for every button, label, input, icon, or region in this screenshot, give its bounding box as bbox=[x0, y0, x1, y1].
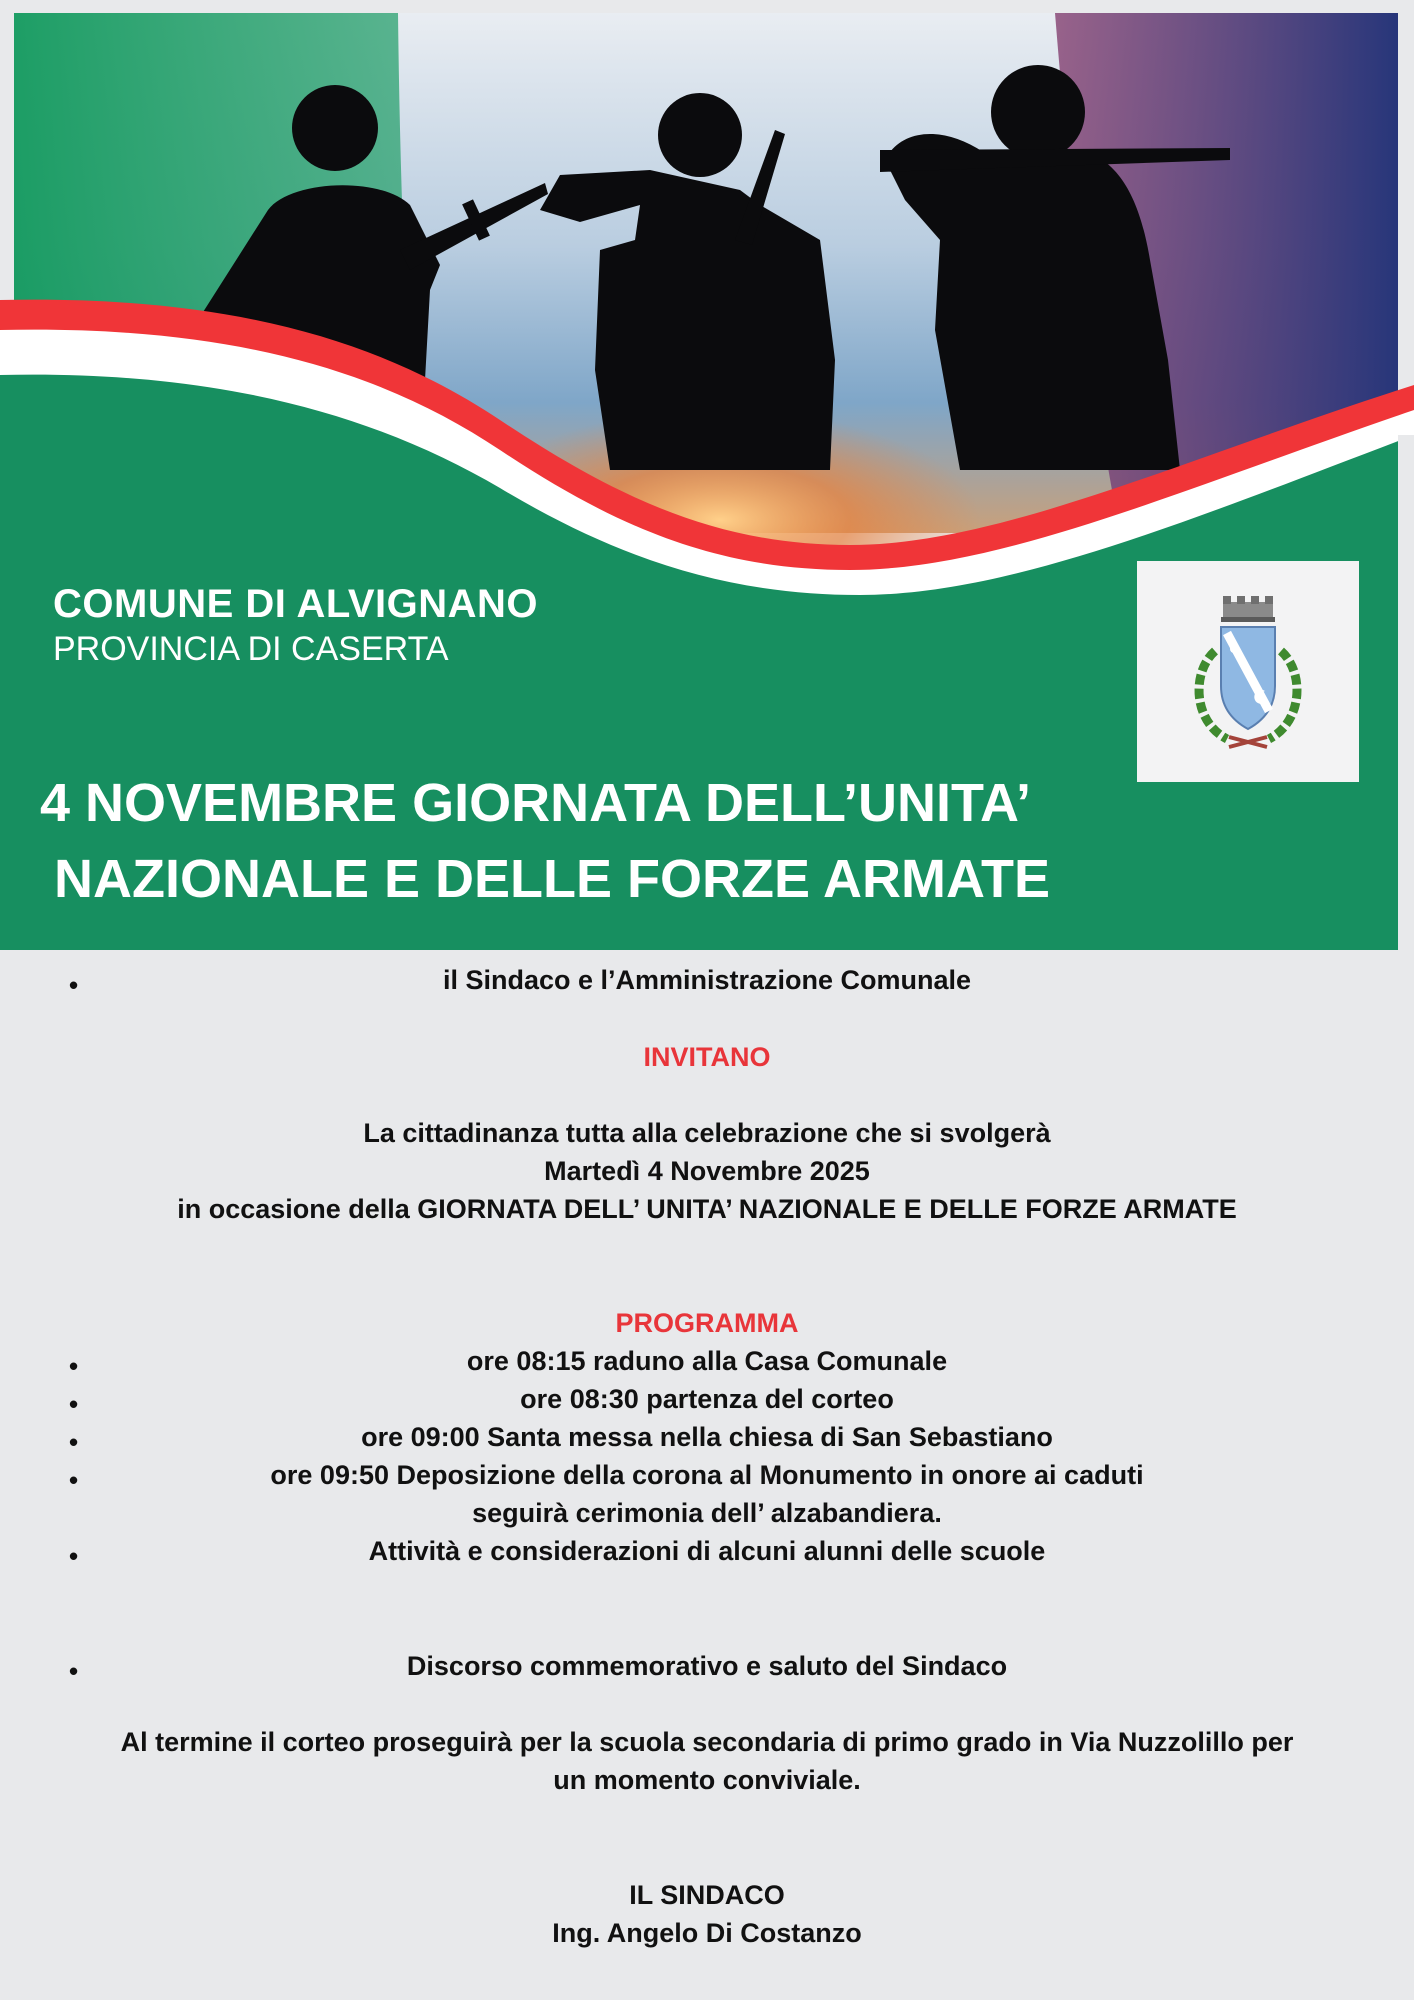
list-bullet: • bbox=[69, 1351, 79, 1381]
program-item: ore 08:30 partenza del corteo bbox=[520, 1384, 894, 1414]
list-bullet: • bbox=[69, 1427, 79, 1457]
program-item: ore 08:15 raduno alla Casa Comunale bbox=[466, 1346, 948, 1376]
signature-name: Ing. Angelo Di Costanzo bbox=[552, 1918, 862, 1948]
program-item-continuation: seguirà cerimonia dell’ alzabandiera. bbox=[472, 1498, 942, 1528]
program-item: Attività e considerazioni di alcuni alunni delle scuole bbox=[368, 1536, 1046, 1566]
list-bullet: • bbox=[69, 1656, 79, 1686]
event-title bbox=[40, 765, 1120, 917]
closing-line-2: un momento conviviale. bbox=[553, 1765, 861, 1795]
event-title-line-2: NAZIONALE E DELLE FORZE ARMATE bbox=[54, 849, 1050, 909]
event-date: Martedì 4 Novembre 2025 bbox=[544, 1156, 870, 1186]
invitation-line-1: La cittadinanza tutta alla celebrazione che si svolgerà bbox=[363, 1118, 1051, 1148]
signature-role: IL SINDACO bbox=[629, 1880, 785, 1910]
invitation-line-3: in occasione della GIORNATA DELL’ UNITA’ NAZIONALE E DELLE FORZE ARMATE bbox=[177, 1194, 1237, 1224]
program-item: Discorso commemorativo e saluto del Sindaco bbox=[406, 1651, 1008, 1681]
crest-frame bbox=[1137, 561, 1359, 782]
province-name: PROVINCIA DI CASERTA bbox=[53, 630, 449, 668]
invitation-from: il Sindaco e l’Amministrazione Comunale bbox=[442, 965, 972, 995]
closing-line-1: Al termine il corteo proseguirà per la scuola secondaria di primo grado in Via Nuzzolillo per bbox=[120, 1727, 1294, 1757]
list-bullet: • bbox=[69, 1389, 79, 1419]
program-heading: PROGRAMMA bbox=[615, 1308, 799, 1338]
municipal-coat-of-arms-icon bbox=[1137, 561, 1359, 782]
list-bullet: • bbox=[69, 970, 79, 1000]
program-item: ore 09:50 Deposizione della corona al Monumento in onore ai caduti bbox=[270, 1460, 1144, 1490]
list-bullet: • bbox=[69, 1465, 79, 1495]
invite-verb: INVITANO bbox=[643, 1042, 771, 1072]
municipality-name: COMUNE DI ALVIGNANO bbox=[53, 582, 539, 626]
event-title-line-1: 4 NOVEMBRE GIORNATA DELL’UNITA’ bbox=[40, 773, 1032, 833]
list-bullet: • bbox=[69, 1541, 79, 1571]
program-item: ore 09:00 Santa messa nella chiesa di San Sebastiano bbox=[361, 1422, 1053, 1452]
